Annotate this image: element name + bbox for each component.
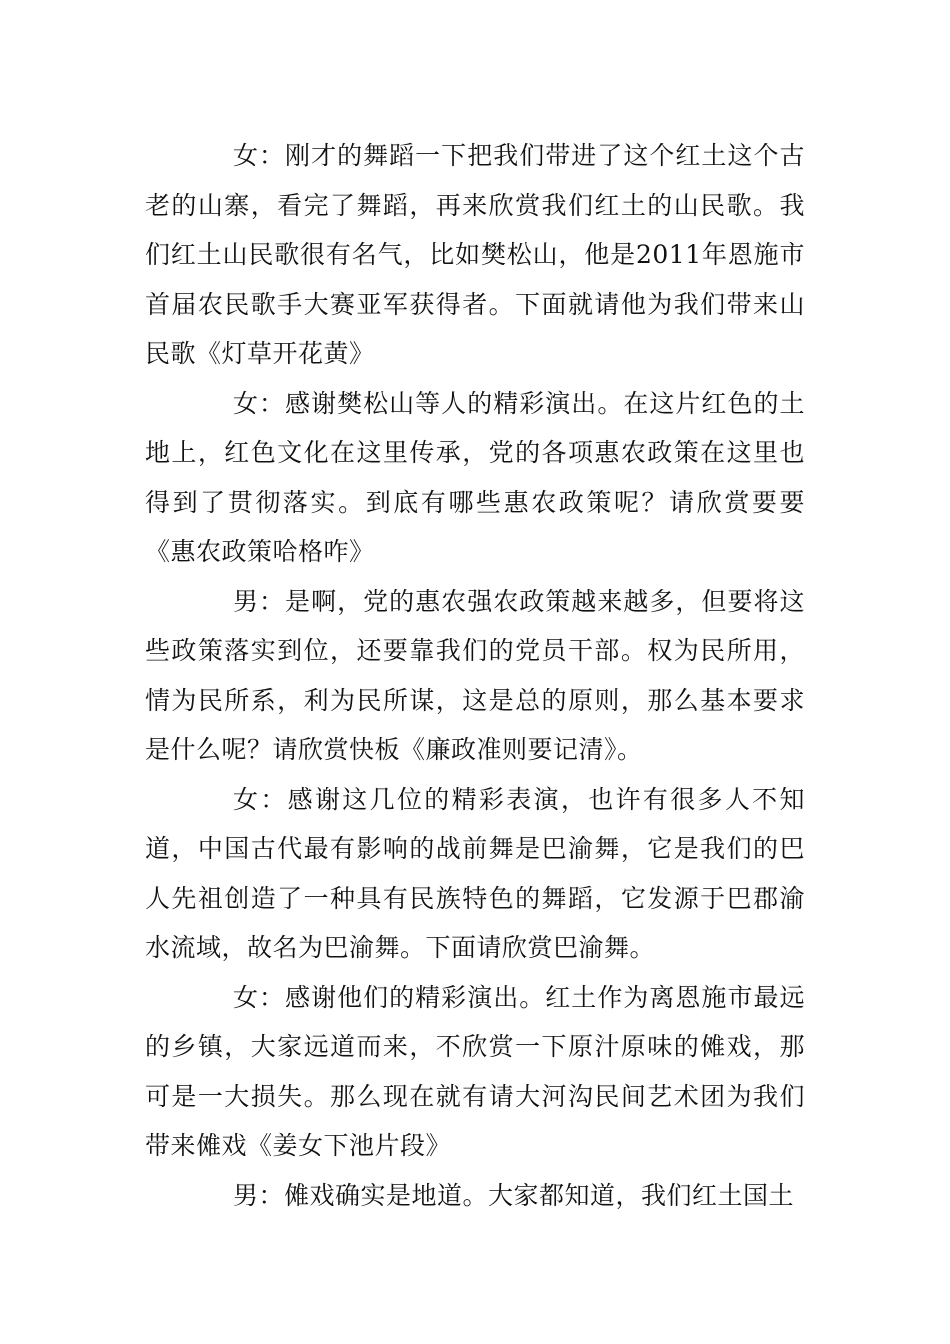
document-body [145, 131, 805, 1220]
paragraph-3: 男：是啊，党的惠农强农政策越来越多，但要将这些政策落实到位，还要靠我们的党员干部。权为民所用，情为民所系，利为民所谋，这是总的原则，那么基本要求是什么呢？请欣赏快板《廉政准则要记清》。 [145, 586, 805, 764]
paragraph-5: 女：感谢他们的精彩演出。红土作为离恩施市最远的乡镇，大家远道而来，不欣赏一下原汁原味的傩戏，那可是一大损失。那么现在就有请大河沟民间艺术团为我们带来傩戏《姜女下池片段》 [145, 982, 805, 1160]
paragraph-6: 男：傩戏确实是地道。大家都知道，我们红土国土 [233, 1180, 795, 1210]
paragraph-1: 女：刚才的舞蹈一下把我们带进了这个红土这个古老的山寨，看完了舞蹈，再来欣赏我们红土的山民歌。我们红土山民歌很有名气，比如樊松山，他是2011年恩施市首届农民歌手大赛亚军获得者。下面就请他为我们带来山民歌《灯草开花黄》 [145, 141, 805, 368]
paragraph-2: 女：感谢樊松山等人的精彩演出。在这片红色的土地上，红色文化在这里传承，党的各项惠农政策在这里也得到了贯彻落实。到底有哪些惠农政策呢？请欣赏要要《惠农政策哈格咋》 [145, 388, 805, 566]
paragraph-4: 女：感谢这几位的精彩表演，也许有很多人不知道，中国古代最有影响的战前舞是巴渝舞，它是我们的巴人先祖创造了一种具有民族特色的舞蹈，它发源于巴郡渝水流域，故名为巴渝舞。下面请欣赏巴渝舞。 [145, 784, 805, 962]
